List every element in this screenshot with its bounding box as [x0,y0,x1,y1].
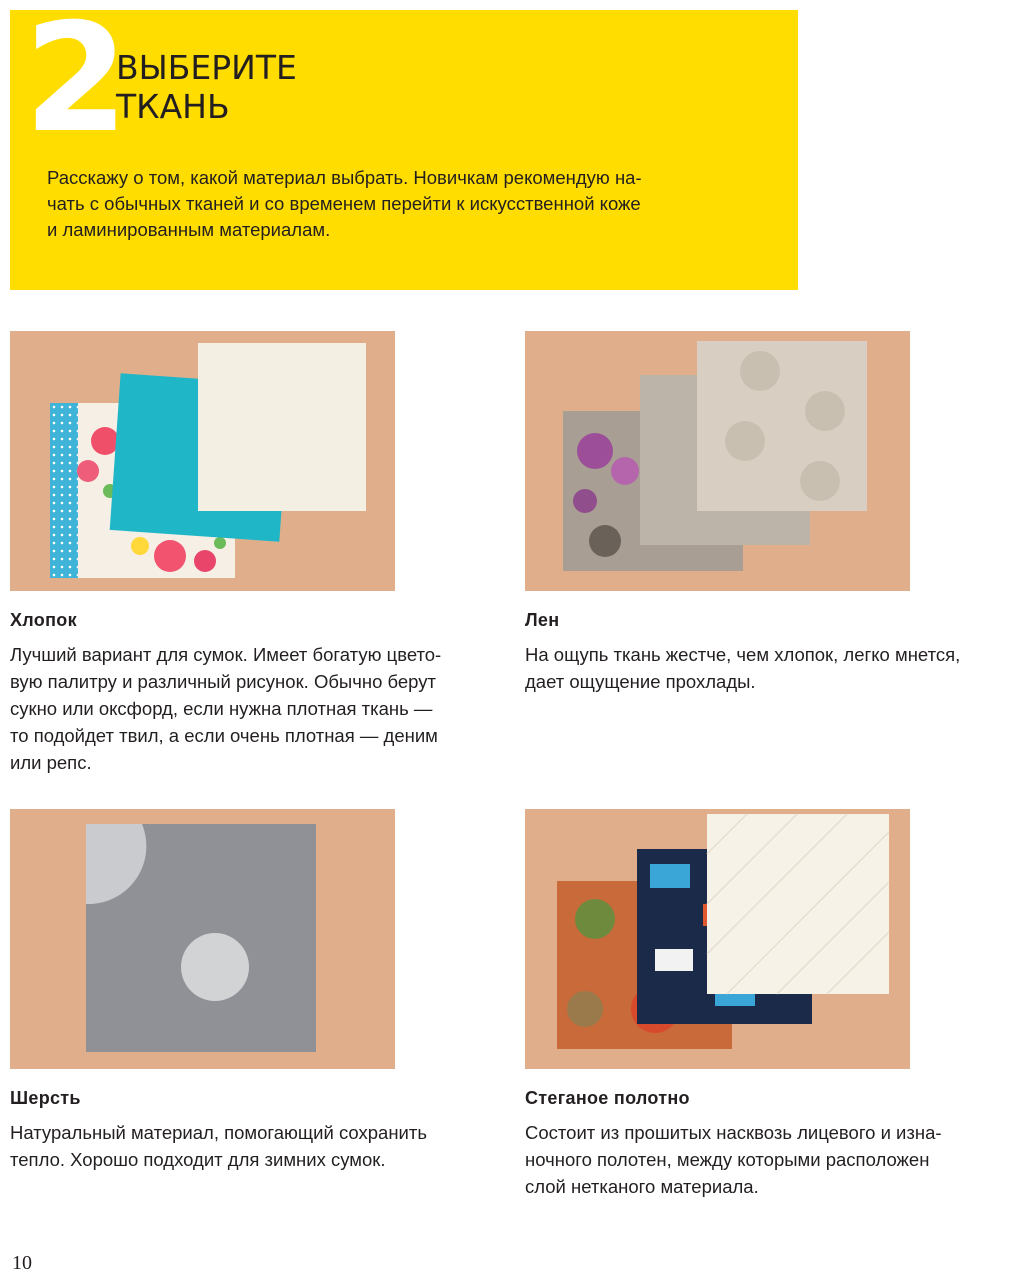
page-number: 10 [12,1252,32,1274]
cotton-photo [10,331,395,591]
fabric-description [525,641,1005,695]
fabric-card-linen [525,331,1000,695]
intro-line: чать с обычных тканей и со временем перейти к искусственной коже [47,193,641,214]
fabric-card-cotton [10,331,485,776]
fabric-card-wool [10,809,485,1173]
fabric-description-line: Натуральный материал, помогающий сохранить [10,1122,427,1143]
fabric-title: Шерсть [10,1088,81,1108]
fabric-title: Стеганое полотно [525,1088,690,1108]
fabric-title: Лен [525,610,560,630]
fabric-description-line: или репс. [10,752,92,773]
fabric-description-line: ночного полотен, между которыми расположен [525,1149,930,1170]
fabric-description-line: то подойдет твил, а если очень плотная — деним [10,725,438,746]
fabric-title: Хлопок [10,610,77,630]
fabric-description-line: На ощупь ткань жестче, чем хлопок, легко мнется, [525,644,961,665]
wool-photo [10,809,395,1069]
step-title-line-2: ТКАНЬ [116,87,230,126]
fabric-description-line: Лучший вариант для сумок. Имеет богатую цвето- [10,644,442,665]
linen-photo [525,331,910,591]
fabric-description-line: сукно или оксфорд, если нужна плотная ткань — [10,698,433,719]
step-number: 2 [24,0,125,166]
fabric-description [525,1119,1005,1200]
step-title-line-1: ВЫБЕРИТЕ [116,48,297,87]
intro-line: Расскажу о том, какой материал выбрать. Новичкам рекомендую на- [47,167,642,188]
fabric-description-line: дает ощущение прохлады. [525,671,756,692]
quilted-photo [525,809,910,1069]
fabric-description [10,1119,490,1173]
fabric-description-line: тепло. Хорошо подходит для зимних сумок. [10,1149,386,1170]
fabric-description-line: Состоит из прошитых насквозь лицевого и изна- [525,1122,942,1143]
step-title [116,48,416,126]
intro-text [47,165,747,243]
fabric-description-line: вую палитру и различный рисунок. Обычно берут [10,671,436,692]
fabric-card-quilted [525,809,1000,1200]
fabric-description [10,641,490,776]
intro-line: и ламинированным материалам. [47,219,331,240]
header-banner [10,0,798,290]
fabric-description-line: слой нетканого материала. [525,1176,759,1197]
